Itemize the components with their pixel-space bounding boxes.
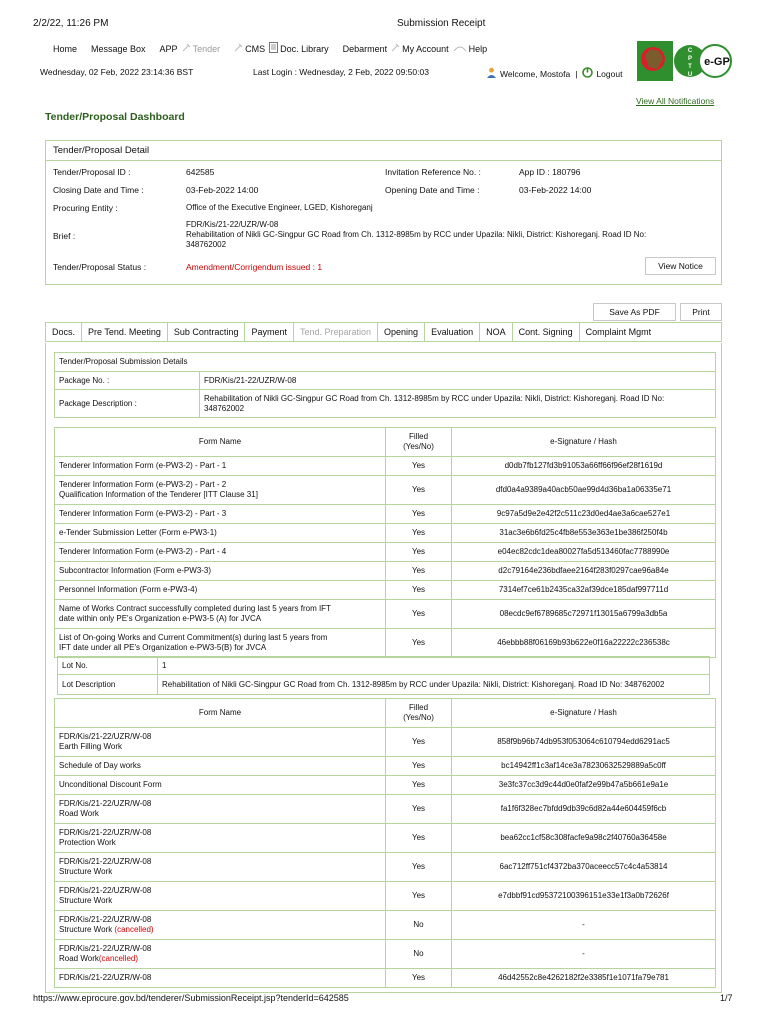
form-name-header: Form Name (55, 428, 386, 457)
filled-cell: Yes (386, 757, 452, 776)
filled-cell: No (386, 911, 452, 940)
table-header-row (55, 428, 716, 457)
table-header-row (55, 699, 716, 728)
table-row (55, 600, 716, 629)
signature-header: e-Signature / Hash (452, 699, 716, 728)
nav-help[interactable]: Help (468, 43, 488, 54)
form-name-line-1: Unconditional Discount Form (59, 780, 162, 789)
filled-cell: Yes (386, 543, 452, 562)
form-name-line-1: Personnel Information (Form e-PW3-4) (59, 585, 198, 594)
tab-cont-signing[interactable]: Cont. Signing (513, 323, 580, 341)
form-name-cell (55, 882, 386, 911)
tender-icon (182, 43, 191, 54)
procuring-entity-value: Office of the Executive Engineer, LGED, Kishoreganj (186, 203, 373, 212)
footer-page: 1/7 (720, 993, 733, 1003)
form-name-line-1: Schedule of Day works (59, 761, 141, 770)
tab-pre-tend-meeting[interactable]: Pre Tend. Meeting (82, 323, 168, 341)
form-name-line-2: Qualification Information of the Tenderer [ITT Clause 31] (59, 490, 258, 499)
form-name-line-1: Tenderer Information Form (e-PW3-2) - Part - 3 (59, 509, 227, 518)
table-row (55, 457, 716, 476)
table-row (55, 581, 716, 600)
form-name-line-1: FDR/Kis/21-22/UZR/W-08 (59, 732, 152, 741)
filled-cell: No (386, 940, 452, 969)
hash-cell: dfd0a4a9389a40acb50ae99d4d36ba1a06335e71 (452, 476, 716, 505)
hash-cell: 3e3fc37cc3d9c44d0e0faf2e99b47a5b661e9a1e (452, 776, 716, 795)
hash-cell: bea62cc1cf58c308facfe9a98c2f40760a36458e (452, 824, 716, 853)
filled-cell: Yes (386, 562, 452, 581)
table-row (55, 562, 716, 581)
form-name-cell (55, 824, 386, 853)
doc-library-icon (269, 42, 278, 55)
tab-docs[interactable]: Docs. (46, 323, 82, 341)
brief-line-3: 348762002 (186, 240, 227, 249)
form-name-line-2: Road Work (59, 809, 99, 818)
nav-tender[interactable]: Tender (192, 43, 221, 54)
package-description-value (200, 390, 716, 418)
invitation-ref-value: App ID : 180796 (519, 167, 581, 177)
hash-cell: - (452, 911, 716, 940)
filled-header-line-2: (Yes/No) (403, 442, 434, 451)
print-title: Submission Receipt (397, 18, 486, 29)
table-row (55, 911, 716, 940)
form-name-cell (55, 562, 386, 581)
lot-table (57, 656, 710, 695)
footer-url: https://www.eprocure.gov.bd/tenderer/SubmissionReceipt.jsp?tenderId=642585 (33, 993, 349, 1003)
table-row (55, 795, 716, 824)
form-name-line-1: e-Tender Submission Letter (Form e-PW3-1) (59, 528, 217, 537)
form-name-line-1: FDR/Kis/21-22/UZR/W-08 (59, 973, 152, 982)
nav-home[interactable]: Home (53, 43, 78, 54)
filled-cell: Yes (386, 629, 452, 658)
forms-table-1 (54, 427, 716, 658)
form-name-line-1: FDR/Kis/21-22/UZR/W-08 (59, 857, 152, 866)
form-name-cell (55, 911, 386, 940)
form-name-line-1: Subcontractor Information (Form e-PW3-3) (59, 566, 212, 575)
form-name-line-1: Name of Works Contract successfully completed during last 5 years from IFT (59, 604, 331, 613)
cms-icon (234, 43, 243, 54)
form-name-cell (55, 505, 386, 524)
welcome-text: Welcome, Mostofa (500, 68, 571, 79)
logout-link[interactable]: Logout (596, 68, 623, 79)
logout-icon (582, 67, 593, 80)
table-row (55, 524, 716, 543)
closing-date-value: 03-Feb-2022 14:00 (186, 185, 259, 195)
hash-cell: 6ac712ff751cf4372ba370aceecc57c4c4a53814 (452, 853, 716, 882)
hash-cell: e7dbbf91cd95372100396151e33e1f3a0b72626f (452, 882, 716, 911)
print-datetime: 2/2/22, 11:26 PM (33, 18, 109, 29)
filled-cell: Yes (386, 853, 452, 882)
form-name-cell (55, 457, 386, 476)
tab-evaluation[interactable]: Evaluation (425, 323, 480, 341)
logo-letter-u: U (687, 72, 693, 78)
form-name-cell (55, 728, 386, 757)
table-row (55, 940, 716, 969)
signature-header: e-Signature / Hash (452, 428, 716, 457)
filled-cell: Yes (386, 795, 452, 824)
form-name-cell (55, 940, 386, 969)
nav-debarment[interactable]: Debarment (342, 43, 388, 54)
table-row (55, 505, 716, 524)
package-description-line-1: Rehabilitation of Nikli GC-Singpur GC Road from Ch. 1312-8985m by RCC under Upazila: Nikli, District: Kishoreganj. Road ID No: (204, 393, 665, 403)
form-name-line-2: Structure Work (59, 867, 113, 876)
form-name-cell (55, 476, 386, 505)
form-name-header: Form Name (55, 699, 386, 728)
print-button[interactable]: Print (680, 303, 722, 321)
status-value: Amendment/Corrigendum issued : 1 (186, 262, 323, 272)
hash-cell: d2c79164e236bdfaee2164f283f0297cae96a84e (452, 562, 716, 581)
procuring-entity-label: Procuring Entity : (53, 203, 118, 213)
form-name-line-1: FDR/Kis/21-22/UZR/W-08 (59, 886, 152, 895)
table-row (55, 629, 716, 658)
last-login: Last Login : Wednesday, 2 Feb, 2022 09:50:03 (253, 67, 429, 77)
opening-date-value: 03-Feb-2022 14:00 (519, 185, 592, 195)
table-row (55, 728, 716, 757)
form-name-line-2: date within only PE's Organization e-PW3-5 (A) for JVCA (59, 614, 262, 623)
form-name-line-2: Earth Filling Work (59, 742, 122, 751)
account-icon (391, 43, 400, 54)
form-name-line-2: IFT date under all PE's Organization e-PW3-5(B) for JVCA (59, 643, 267, 652)
closing-date-label: Closing Date and Time : (53, 185, 144, 195)
form-name-line-2: Protection Work (59, 838, 116, 847)
cancelled-label: (cancelled) (114, 925, 154, 934)
hash-cell: 08ecdc9ef6789685c72971f13015a6799a3db5a (452, 600, 716, 629)
hash-cell: 46ebbb88f06169b93b622e0f16a22222c236538c (452, 629, 716, 658)
opening-date-label: Opening Date and Time : (385, 185, 480, 195)
package-description-line-2: 348762002 (204, 403, 245, 413)
lot-description-label: Lot Description (58, 675, 158, 695)
hash-cell: 9c97a5d9e2e42f2c511c23d0ed4ae3a6cae527e1 (452, 505, 716, 524)
nav-app[interactable]: APP (159, 43, 178, 54)
submission-heading: Tender/Proposal Submission Details (55, 353, 716, 372)
lot-description-value: Rehabilitation of Nikli GC-Singpur GC Road from Ch. 1312-8985m by RCC under Upazila: Nikli, District: Kishoreganj. Road ID No: 348762002 (158, 675, 710, 695)
filled-header-line-1: Filled (408, 703, 429, 712)
forms-table-2 (54, 698, 716, 988)
tab-complaint-mgmt[interactable]: Complaint Mgmt (585, 327, 652, 337)
invitation-ref-label: Invitation Reference No. : (385, 167, 481, 177)
detail-heading: Tender/Proposal Detail (46, 141, 721, 161)
hash-cell: fa1f6f328ec7bfdd9db39c6d82a44e604459f6cb (452, 795, 716, 824)
hash-cell: 31ac3e6b6fd25c4fb8e553e363e1be386f250f4b (452, 524, 716, 543)
form-name-line-2: Structure Work (59, 925, 115, 934)
table-row (55, 853, 716, 882)
brief-line-1: FDR/Kis/21-22/UZR/W-08 (186, 220, 279, 229)
view-notice-button[interactable]: View Notice (645, 257, 716, 275)
form-name-line-1: Tenderer Information Form (e-PW3-2) - Part - 2 (59, 480, 227, 489)
filled-header-line-1: Filled (408, 432, 429, 441)
hash-cell: d0db7fb127fd3b91053a66ff66f96ef28f1619d (452, 457, 716, 476)
nav-cms[interactable]: CMS (245, 43, 266, 54)
hash-cell: 858f9b96b74db953f053064c610794edd6291ac5 (452, 728, 716, 757)
tab-tend-preparation[interactable]: Tend. Preparation (294, 323, 378, 341)
filled-cell: Yes (386, 824, 452, 853)
brief-label: Brief : (53, 231, 76, 241)
form-name-cell (55, 581, 386, 600)
tab-noa[interactable]: NOA (480, 323, 513, 341)
submission-details-table (54, 352, 716, 418)
current-date: Wednesday, 02 Feb, 2022 23:14:36 BST (40, 67, 194, 77)
form-name-line-2: Structure Work (59, 896, 113, 905)
hash-cell: bc14942ff1c3af14ce3a78230632529889a5c0ff (452, 757, 716, 776)
logo-brand: e-GP (704, 56, 730, 68)
filled-cell: Yes (386, 581, 452, 600)
form-name-line-1: FDR/Kis/21-22/UZR/W-08 (59, 915, 152, 924)
lot-no-label: Lot No. (58, 657, 158, 675)
nav-message-box[interactable]: Message Box (91, 43, 146, 54)
form-name-line-1: Tenderer Information Form (e-PW3-2) - Part - 4 (59, 547, 227, 556)
table-row (55, 882, 716, 911)
table-row (55, 757, 716, 776)
filled-cell: Yes (386, 476, 452, 505)
filled-cell: Yes (386, 969, 452, 988)
dashboard-title: Tender/Proposal Dashboard (45, 111, 185, 123)
package-description-label: Package Description : (55, 390, 200, 418)
brief-line-2: Rehabilitation of Nikli GC-Singpur GC Road from Ch. 1312-8985m by RCC under Upazila: Nikli, District: Kishoreganj. Road ID No: (186, 230, 647, 239)
form-name-cell (55, 629, 386, 658)
user-icon (486, 67, 497, 80)
tab-payment[interactable]: Payment (245, 323, 294, 341)
filled-cell: Yes (386, 728, 452, 757)
filled-cell: Yes (386, 505, 452, 524)
form-name-cell (55, 524, 386, 543)
form-name-cell (55, 776, 386, 795)
form-name-cell (55, 543, 386, 562)
egp-logo (633, 37, 733, 85)
cancelled-label: (cancelled) (98, 954, 139, 963)
filled-cell: Yes (386, 776, 452, 795)
form-name-cell (55, 795, 386, 824)
form-name-line-1: List of On-going Works and Current Commitment(s) during last 5 years from (59, 633, 328, 642)
user-area (486, 67, 622, 80)
filled-header (386, 428, 452, 457)
tab-opening[interactable]: Opening (378, 323, 425, 341)
nav-doc-library[interactable]: Doc. Library (280, 43, 329, 54)
hash-cell: 46d42552c8e4262182f2e3385f1e1071fa79e781 (452, 969, 716, 988)
filled-header-line-2: (Yes/No) (403, 713, 434, 722)
filled-cell: Yes (386, 457, 452, 476)
table-row (55, 543, 716, 562)
package-no-value: FDR/Kis/21-22/UZR/W-08 (200, 372, 716, 390)
tab-bar (45, 322, 722, 342)
logo-letter-p: P (687, 56, 693, 62)
form-name-line-1: FDR/Kis/21-22/UZR/W-08 (59, 828, 152, 837)
hash-cell: - (452, 940, 716, 969)
package-no-label: Package No. : (55, 372, 200, 390)
lot-no-value: 1 (158, 657, 710, 675)
filled-header (386, 699, 452, 728)
status-label: Tender/Proposal Status : (53, 262, 147, 272)
filled-cell: Yes (386, 600, 452, 629)
tender-detail-panel (45, 140, 722, 285)
table-row (55, 969, 716, 988)
form-name-line-1: Tenderer Information Form (e-PW3-2) - Part - 1 (59, 461, 227, 470)
main-nav (53, 42, 501, 55)
form-name-line-1: FDR/Kis/21-22/UZR/W-08 (59, 944, 152, 953)
logo-letter-t: T (688, 64, 692, 70)
form-name-cell (55, 853, 386, 882)
form-name-cell (55, 969, 386, 988)
help-icon (453, 43, 467, 54)
nav-my-account[interactable]: My Account (402, 43, 449, 54)
table-row (55, 476, 716, 505)
logo-letter-c: C (687, 48, 693, 54)
table-row (55, 824, 716, 853)
form-name-line-2: Road Work (59, 954, 99, 963)
table-row (55, 776, 716, 795)
form-name-line-1: FDR/Kis/21-22/UZR/W-08 (59, 799, 152, 808)
form-name-cell (55, 757, 386, 776)
hash-cell: e04ec82cdc1dea80027fa5d513460fac7788990e (452, 543, 716, 562)
separator: | (575, 68, 578, 79)
tender-id-value: 642585 (186, 167, 215, 177)
tab-sub-contracting[interactable]: Sub Contracting (168, 323, 246, 341)
tender-id-label: Tender/Proposal ID : (53, 167, 131, 177)
form-name-cell (55, 600, 386, 629)
filled-cell: Yes (386, 882, 452, 911)
filled-cell: Yes (386, 524, 452, 543)
save-as-pdf-button[interactable]: Save As PDF (593, 303, 676, 321)
hash-cell: 7314ef7ce61b2435ca32af39dce185daf997711d (452, 581, 716, 600)
view-all-notifications-link[interactable]: View All Notifications (636, 96, 715, 106)
